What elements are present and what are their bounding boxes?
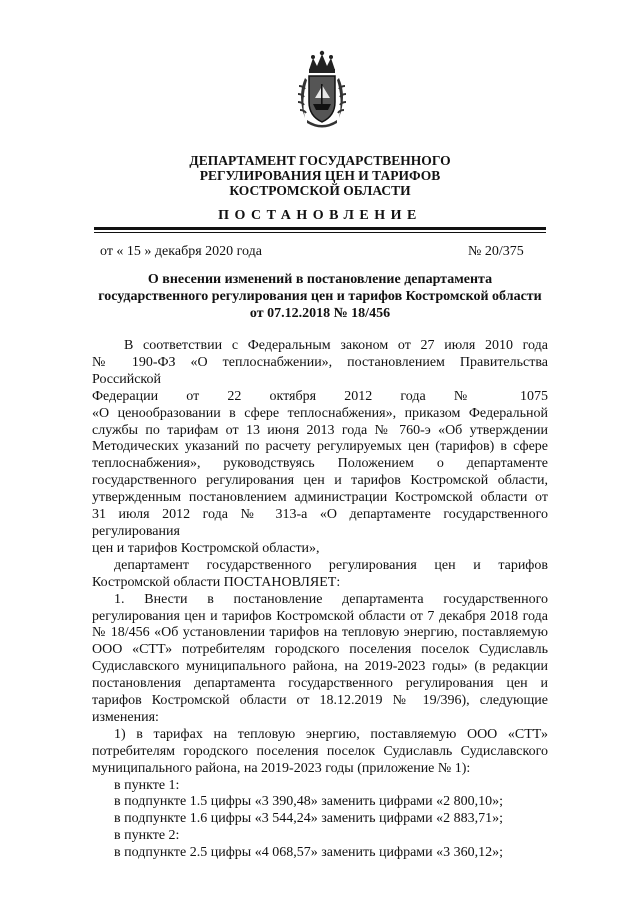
header-divider-thin [94,232,546,233]
body-line: Костромской области ПОСТАНОВЛЯЕТ: [92,574,341,590]
header-divider-thick [94,227,546,230]
body-line: «О ценообразовании в сфере теплоснабжения», приказом Федеральной [92,405,548,421]
body-line: Методических указаний по расчету регулируемых цен (тарифов) в сфере [92,439,548,455]
department-name-line: РЕГУЛИРОВАНИЯ ЦЕН И ТАРИФОВ [199,168,441,183]
body-line: регулирования цен и тарифов Костромской области от 7 декабря 2018 года [92,608,548,624]
body-line: в подпункте 2.5 цифры «4 068,57» заменить цифрами «3 360,12»; [114,845,504,861]
body-line: в подпункте 1.6 цифры «3 544,24» заменить цифрами «2 883,71»; [114,811,504,827]
document-title-line: государственного регулирования цен и тарифов Костромской области [98,289,542,304]
body-line: В соответствии с Федеральным законом от 27 июля 2010 года [124,338,548,353]
department-name-line: КОСТРОМСКОЙ ОБЛАСТИ [229,183,411,198]
coat-of-arms-icon [295,50,349,132]
body-line: № 190-ФЗ «О теплоснабжении», постановлением Правительства Российской [92,354,548,387]
body-line: потребителям городского поселения поселок Судиславль Судиславского [92,743,548,759]
body-line: тарифов Костромской области от 18.12.2019 № 19/396), следующие [92,693,548,709]
body-line: утвержденным постановлением администрации Костромской области от [92,490,548,506]
body-line: постановления департамента государственного регулирования цен и [92,676,548,692]
body-line: в подпункте 1.5 цифры «3 390,48» заменить цифрами «2 800,10»; [114,794,504,810]
body-line: ООО «СТТ» потребителям городского поселения поселок Судиславль [92,642,548,658]
body-line: департамент государственного регулирования цен и тарифов [114,557,548,573]
body-line: 31 июля 2012 года № 313-а «О департаменте государственного регулирования [92,507,548,539]
body-line: изменения: [92,709,159,725]
document-number: № 20/375 [468,244,524,259]
body-line: цен и тарифов Костромской области», [92,540,320,556]
body-line: в пункте 1: [114,777,180,793]
body-line: № 18/456 «Об установлении тарифов на тепловую энергию, поставляемую [92,625,548,641]
body-line: в пункте 2: [114,828,180,844]
department-name-line: ДЕПАРТАМЕНТ ГОСУДАРСТВЕННОГО [189,153,451,168]
body-line: муниципального района, на 2019-2023 годы (приложение № 1): [92,760,471,776]
document-body [92,338,548,862]
body-line: 1. Внести в постановление департамента государственного [114,591,548,607]
document-title-line: О внесении изменений в постановление департамента [147,272,493,287]
body-line: государственного регулирования цен и тарифов Костромской области, [92,473,548,489]
body-line: Судиславского муниципального района, на 2019-2023 годы» (в редакции [92,659,548,675]
body-line: службы по тарифам от 13 июня 2013 года № 760-э «Об утверждении [92,422,548,438]
document-type: ПОСТАНОВЛЕНИЕ [218,208,422,223]
document-date: от « 15 » декабря 2020 года [100,244,262,259]
body-line: теплоснабжения», руководствуясь Положением о департаменте [92,456,548,472]
document-title-line: от 07.12.2018 № 18/456 [249,306,391,321]
body-line: Федерации от 22 октября 2012 года № 1075 [92,388,548,404]
body-line: 1) в тарифах на тепловую энергию, поставляемую ООО «СТТ» [114,726,548,742]
